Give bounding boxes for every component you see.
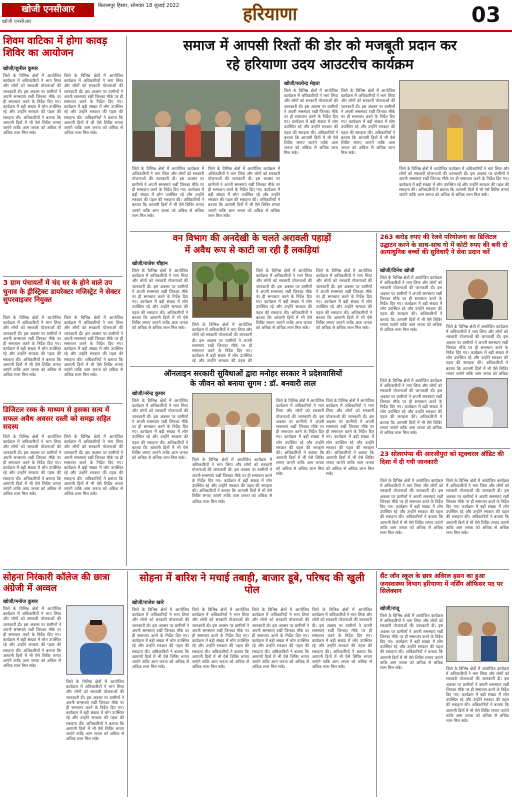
aravalli-body-3: जिले के विभिन्न क्षेत्रों में आयोजित कार्यक्रम में अधिकारियों ने भाग लिया और लोगों को सरकारी योजनाओं की जानकारी दी। इस अवसर पर ग्रामीणों ने अपनी समस्याएं रखीं जिनका मौके पर ही समाधान करने के निर्देश दिए गए। कार्यक्रम में बड़ी संख्या में लोग उपस्थित रहे और उन्होंने सरकार की पहल की सराहना की। अधिकारियों ने बताया कि आगामी दिनों में भी ऐसे शिविर लगाए जाएंगे ताकि आम जनता को अधिक से अधिक लाभ मिल सके।: [316, 268, 372, 331]
column-divider: [376, 571, 377, 797]
section-title: हरियाणा: [242, 4, 298, 25]
sohna-college-body-2: जिले के विभिन्न क्षेत्रों में आयोजित कार्यक्रम में अधिकारियों ने भाग लिया और लोगों को सरकारी योजनाओं की जानकारी दी। इस अवसर पर ग्रामीणों ने अपनी समस्याएं रखीं जिनका मौके पर ही समाधान करने के निर्देश दिए गए। कार्यक्रम में बड़ी संख्या में लोग उपस्थित रहे और उन्होंने सरकार की पहल की सराहना की। अधिकारियों ने बताया कि आगामी दिनों में भी ऐसे शिविर लगाए जाएंगे ताकि आम जनता को अधिक से अधिक लाभ मिल सके।: [66, 679, 124, 742]
sohna-college-headline: सोहना निरंकारी कॉलेज की छात्रा अंग्रेजी में अव्वल: [3, 573, 110, 594]
main-body-3: जिले के विभिन्न क्षेत्रों में आयोजित कार्यक्रम में अधिकारियों ने भाग लिया और लोगों को सरकारी योजनाओं की जानकारी दी। इस अवसर पर ग्रामीणों ने अपनी समस्याएं रखीं जिनका मौके पर ही समाधान करने के निर्देश दिए गए। कार्यक्रम में बड़ी संख्या में लोग उपस्थित रहे और उन्होंने सरकार की पहल की सराहना की। अधिकारियों ने बताया कि आगामी दिनों में भी ऐसे शिविर लगाए जाएंगे ताकि आम जनता को अधिक से अधिक लाभ मिल सके।: [132, 166, 204, 218]
saini-portrait-2: [446, 378, 508, 428]
sohna-rain-body-4: जिले के विभिन्न क्षेत्रों में आयोजित कार्यक्रम में अधिकारियों ने भाग लिया और लोगों को सरकारी योजनाओं की जानकारी दी। इस अवसर पर ग्रामीणों ने अपनी समस्याएं रखीं जिनका मौके पर ही समाधान करने के निर्देश दिए गए। कार्यक्रम में बड़ी संख्या में लोग उपस्थित रहे और उन्होंने सरकार की पहल की सराहना की। अधिकारियों ने बताया कि आगामी दिनों में भी ऐसे शिविर लगाए जाएंगे ताकि आम जनता को अधिक से अधिक लाभ मिल सके।: [312, 607, 372, 670]
online-photo: [192, 393, 272, 453]
sohna-rain-headline: सोहना में बारिश ने मचाई तबाही, बाजार डूबे, परिषद की खुली पोल: [139, 573, 365, 596]
divider: [3, 569, 509, 570]
sohna-college-byline: खोजी/मनोज कुमार: [3, 599, 38, 605]
main-right-photo: [399, 80, 509, 162]
column-divider: [376, 233, 377, 448]
solar-headline: 23 सोलरपंप्स की आरजीपुरा को स्ट्रक्चरल ऑडिट की दिशा में दी गयी जानकारी: [380, 451, 504, 466]
nursing-headline: सैंट जॉन स्कूल के छात्र अविरल हसन का हुआ जनस्वास्थ्य विभाग हरियाणा में नर्सिंग ऑफिसर पद पर सिलेक्शन: [380, 573, 503, 596]
divider: [3, 276, 123, 277]
nursing-body: जिले के विभिन्न क्षेत्रों में आयोजित कार्यक्रम में अधिकारियों ने भाग लिया और लोगों को सरकारी योजनाओं की जानकारी दी। इस अवसर पर ग्रामीणों ने अपनी समस्याएं रखीं जिनका मौके पर ही समाधान करने के निर्देश दिए गए। कार्यक्रम में बड़ी संख्या में लोग उपस्थित रहे और उन्होंने सरकार की पहल की सराहना की। अधिकारियों ने बताया कि आगामी दिनों में भी ऐसे शिविर लगाए जाएंगे ताकि आम जनता को अधिक से अधिक लाभ मिल सके।: [380, 613, 443, 671]
online-headline-line-1: ऑनलाइन सरकारी सुविधाओं द्वारा मनोहर सरकार ने प्रदेशवासियों: [163, 369, 343, 378]
saini-headline: 263 करोड़ रुपए की रेलवे परियोजना का डिजिटल उद्घाटन करने के साथ-साथ गो में कोटी रुपए की बनी दो अत्याधुनिक बच्चों की सुविधाएँ ने सेवा प्रदान करें: [380, 234, 508, 257]
sohna-rain-body-2: जिले के विभिन्न क्षेत्रों में आयोजित कार्यक्रम में अधिकारियों ने भाग लिया और लोगों को सरकारी योजनाओं की जानकारी दी। इस अवसर पर ग्रामीणों ने अपनी समस्याएं रखीं जिनका मौके पर ही समाधान करने के निर्देश दिए गए। कार्यक्रम में बड़ी संख्या में लोग उपस्थित रहे और उन्होंने सरकार की पहल की सराहना की। अधिकारियों ने बताया कि आगामी दिनों में भी ऐसे शिविर लगाए जाएंगे ताकि आम जनता को अधिक से अधिक लाभ मिल सके।: [192, 607, 249, 670]
main-headline-line-1: समाज में आपसी रिश्तों की डोर को मजबूती प्रदान कर: [183, 38, 457, 54]
online-body-2: जिले के विभिन्न क्षेत्रों में आयोजित कार्यक्रम में अधिकारियों ने भाग लिया और लोगों को सरकारी योजनाओं की जानकारी दी। इस अवसर पर ग्रामीणों ने अपनी समस्याएं रखीं जिनका मौके पर ही समाधान करने के निर्देश दिए गए। कार्यक्रम में बड़ी संख्या में लोग उपस्थित रहे और उन्होंने सरकार की पहल की सराहना की। अधिकारियों ने बताया कि आगामी दिनों में भी ऐसे शिविर लगाए जाएंगे ताकि आम जनता को अधिक से अधिक लाभ मिल सके।: [276, 398, 324, 476]
divider: [130, 366, 374, 367]
nursing-photo: [446, 606, 509, 662]
sohna-college-body: जिले के विभिन्न क्षेत्रों में आयोजित कार्यक्रम में अधिकारियों ने भाग लिया और लोगों को सरकारी योजनाओं की जानकारी दी। इस अवसर पर ग्रामीणों ने अपनी समस्याएं रखीं जिनका मौके पर ही समाधान करने के निर्देश दिए गए। कार्यक्रम में बड़ी संख्या में लोग उपस्थित रहे और उन्होंने सरकार की पहल की सराहना की। अधिकारियों ने बताया कि आगामी दिनों में भी ऐसे शिविर लगाए जाएंगे ताकि आम जनता को अधिक से अधिक लाभ मिल सके।: [3, 606, 61, 669]
digital-body: जिले के विभिन्न क्षेत्रों में आयोजित कार्यक्रम में अधिकारियों ने भाग लिया और लोगों को सरकारी योजनाओं की जानकारी दी। इस अवसर पर ग्रामीणों ने अपनी समस्याएं रखीं जिनका मौके पर ही समाधान करने के निर्देश दिए गए। कार्यक्रम में बड़ी संख्या में लोग उपस्थित रहे और उन्होंने सरकार की पहल की सराहना की। अधिकारियों ने बताया कि आगामी दिनों में भी ऐसे शिविर लगाए जाएंगे ताकि आम जनता को अधिक से अधिक लाभ मिल सके।: [3, 434, 61, 497]
saini-body-3: जिले के विभिन्न क्षेत्रों में आयोजित कार्यक्रम में अधिकारियों ने भाग लिया और लोगों को सरकारी योजनाओं की जानकारी दी। इस अवसर पर ग्रामीणों ने अपनी समस्याएं रखीं जिनका मौके पर ही समाधान करने के निर्देश दिए गए। कार्यक्रम में बड़ी संख्या में लोग उपस्थित रहे और उन्होंने सरकार की पहल की सराहना की। अधिकारियों ने बताया कि आगामी दिनों में भी ऐसे शिविर लगाए जाएंगे ताकि आम जनता को अधिक से अधिक लाभ मिल सके।: [380, 378, 442, 436]
aravalli-body-4: जिले के विभिन्न क्षेत्रों में आयोजित कार्यक्रम में अधिकारियों ने भाग लिया और लोगों को सरकारी योजनाओं की जानकारी दी। इस अवसर पर ग्रामीणों ने अपनी समस्याएं रखीं जिनका मौके पर ही समाधान करने के निर्देश दिए गए। कार्यक्रम में बड़ी संख्या में लोग उपस्थित रहे और उन्होंने सरकार की पहल की: [192, 322, 252, 363]
nursing-byline: खोजी/राजू: [380, 606, 400, 612]
panchayat-headline: 3 ग्राम पंचायतों में चंद घर के होने वाले उप चुनाव के ड्रीस्ट्रिक्ट डायरेक्टर मजिस्ट्रेट ने सेक्टर सुपरवाइजर नियुक्त: [3, 279, 121, 304]
online-body-4: जिले के विभिन्न क्षेत्रों में आयोजित कार्यक्रम में अधिकारियों ने भाग लिया और लोगों को सरकारी योजनाओं की जानकारी दी। इस अवसर पर ग्रामीणों ने अपनी समस्याएं रखीं जिनका मौके पर ही समाधान करने के निर्देश दिए गए। कार्यक्रम में बड़ी संख्या में लोग उपस्थित रहे और उन्होंने सरकार की पहल की सराहना की। अधिकारियों ने बताया कि आगामी दिनों में भी ऐसे शिविर लगाए जाएंगे ताकि आम जनता को अधिक से अधिक लाभ मिल सके।: [192, 457, 272, 504]
divider: [130, 231, 510, 232]
saini-body-2: जिले के विभिन्न क्षेत्रों में आयोजित कार्यक्रम में अधिकारियों ने भाग लिया और लोगों को सरकारी योजनाओं की जानकारी दी। इस अवसर पर ग्रामीणों ने अपनी समस्याएं रखीं जिनका मौके पर ही समाधान करने के निर्देश दिए गए। कार्यक्रम में बड़ी संख्या में लोग उपस्थित रहे और उन्होंने सरकार की पहल की सराहना की। अधिकारियों ने बताया कि आगामी दिनों में भी ऐसे शिविर लगाए जाएंगे ताकि आम जनता को अधिक: [446, 324, 508, 375]
aravalli-headline-line-2: में अवैध रूप से काटी जा रही हैं लकड़ियां: [184, 246, 320, 256]
saini-portrait-1: [446, 270, 508, 320]
kavad-byline: खोजी/सुनील कुमार: [3, 66, 38, 72]
edition-sub: खोजी एनसीआर: [2, 19, 32, 25]
aravalli-body-2: जिले के विभिन्न क्षेत्रों में आयोजित कार्यक्रम में अधिकारियों ने भाग लिया और लोगों को सरकारी योजनाओं की जानकारी दी। इस अवसर पर ग्रामीणों ने अपनी समस्याएं रखीं जिनका मौके पर ही समाधान करने के निर्देश दिए गए। कार्यक्रम में बड़ी संख्या में लोग उपस्थित रहे और उन्होंने सरकार की पहल की सराहना की। अधिकारियों ने बताया कि आगामी दिनों में भी ऐसे शिविर लगाए जाएंगे ताकि आम जनता को अधिक से अधिक लाभ मिल सके।: [256, 268, 312, 331]
online-body: जिले के विभिन्न क्षेत्रों में आयोजित कार्यक्रम में अधिकारियों ने भाग लिया और लोगों को सरकारी योजनाओं की जानकारी दी। इस अवसर पर ग्रामीणों ने अपनी समस्याएं रखीं जिनका मौके पर ही समाधान करने के निर्देश दिए गए। कार्यक्रम में बड़ी संख्या में लोग उपस्थित रहे और उन्होंने सरकार की पहल की सराहना की। अधिकारियों ने बताया कि आगामी दिनों में भी ऐसे शिविर लगाए जाएंगे ताकि आम जनता को अधिक से अधिक लाभ मिल सके।: [132, 398, 188, 461]
aravalli-photo: [192, 262, 252, 318]
kavad-body: जिले के विभिन्न क्षेत्रों में आयोजित कार्यक्रम में अधिकारियों ने भाग लिया और लोगों को सरकारी योजनाओं की जानकारी दी। इस अवसर पर ग्रामीणों ने अपनी समस्याएं रखीं जिनका मौके पर ही समाधान करने के निर्देश दिए गए। कार्यक्रम में बड़ी संख्या में लोग उपस्थित रहे और उन्होंने सरकार की पहल की सराहना की। अधिकारियों ने बताया कि आगामी दिनों में भी ऐसे शिविर लगाए जाएंगे ताकि आम जनता को अधिक से अधिक लाभ मिल सके।: [3, 73, 61, 136]
digital-body-2: जिले के विभिन्न क्षेत्रों में आयोजित कार्यक्रम में अधिकारियों ने भाग लिया और लोगों को सरकारी योजनाओं की जानकारी दी। इस अवसर पर ग्रामीणों ने अपनी समस्याएं रखीं जिनका मौके पर ही समाधान करने के निर्देश दिए गए। कार्यक्रम में बड़ी संख्या में लोग उपस्थित रहे और उन्होंने सरकार की पहल की सराहना की। अधिकारियों ने बताया कि आगामी दिनों में भी ऐसे शिविर लगाए जाएंगे ताकि आम जनता को अधिक से अधिक लाभ मिल सके।: [64, 434, 123, 497]
online-body-3: जिले के विभिन्न क्षेत्रों में आयोजित कार्यक्रम में अधिकारियों ने भाग लिया और लोगों को सरकारी योजनाओं की जानकारी दी। इस अवसर पर ग्रामीणों ने अपनी समस्याएं रखीं जिनका मौके पर ही समाधान करने के निर्देश दिए गए। कार्यक्रम में बड़ी संख्या में लोग उपस्थित रहे और उन्होंने सरकार की पहल की सराहना की। अधिकारियों ने बताया कि आगामी दिनों में भी ऐसे शिविर लगाए जाएंगे ताकि आम जनता को अधिक से अधिक लाभ मिल सके।: [326, 398, 374, 476]
panchayat-body-2: जिले के विभिन्न क्षेत्रों में आयोजित कार्यक्रम में अधिकारियों ने भाग लिया और लोगों को सरकारी योजनाओं की जानकारी दी। इस अवसर पर ग्रामीणों ने अपनी समस्याएं रखीं जिनका मौके पर ही समाधान करने के निर्देश दिए गए। कार्यक्रम में बड़ी संख्या में लोग उपस्थित रहे और उन्होंने सरकार की पहल की सराहना की। अधिकारियों ने बताया कि आगामी दिनों में भी ऐसे शिविर लगाए जाएंगे ताकि आम जनता को अधिक से अधिक लाभ मिल सके।: [64, 315, 123, 378]
main-body-5: जिले के विभिन्न क्षेत्रों में आयोजित कार्यक्रम में अधिकारियों ने भाग लिया और लोगों को सरकारी योजनाओं की जानकारी दी। इस अवसर पर ग्रामीणों ने अपनी समस्याएं रखीं जिनका मौके पर ही समाधान करने के निर्देश दिए गए। कार्यक्रम में बड़ी संख्या में लोग उपस्थित रहे और उन्होंने सरकार की पहल की सराहना की। अधिकारियों ने बताया कि आगामी दिनों में भी ऐसे शिविर लगाए जाएंगे ताकि आम जनता को अधिक से अधिक लाभ मिल सके।: [399, 166, 509, 198]
main-body: जिले के विभिन्न क्षेत्रों में आयोजित कार्यक्रम में अधिकारियों ने भाग लिया और लोगों को सरकारी योजनाओं की जानकारी दी। इस अवसर पर ग्रामीणों ने अपनी समस्याएं रखीं जिनका मौके पर ही समाधान करने के निर्देश दिए गए। कार्यक्रम में बड़ी संख्या में लोग उपस्थित रहे और उन्होंने सरकार की पहल की सराहना की। अधिकारियों ने बताया कि आगामी दिनों में भी ऐसे शिविर लगाए जाएंगे ताकि आम जनता को अधिक से अधिक लाभ मिल सके।: [284, 88, 338, 156]
main-headline-line-2: रहे हरियाणा उदय आउटरीच कार्यक्रम: [226, 57, 414, 73]
aravalli-headline-line-1: वन विभाग की अनदेखी के चलते अरावली पहाड़ों: [172, 234, 332, 244]
page-number: 03: [471, 3, 501, 27]
main-body-2: जिले के विभिन्न क्षेत्रों में आयोजित कार्यक्रम में अधिकारियों ने भाग लिया और लोगों को सरकारी योजनाओं की जानकारी दी। इस अवसर पर ग्रामीणों ने अपनी समस्याएं रखीं जिनका मौके पर ही समाधान करने के निर्देश दिए गए। कार्यक्रम में बड़ी संख्या में लोग उपस्थित रहे और उन्होंने सरकार की पहल की सराहना की। अधिकारियों ने बताया कि आगामी दिनों में भी ऐसे शिविर लगाए जाएंगे ताकि आम जनता को अधिक से अधिक लाभ मिल सके।: [341, 88, 395, 156]
aravalli-body: जिले के विभिन्न क्षेत्रों में आयोजित कार्यक्रम में अधिकारियों ने भाग लिया और लोगों को सरकारी योजनाओं की जानकारी दी। इस अवसर पर ग्रामीणों ने अपनी समस्याएं रखीं जिनका मौके पर ही समाधान करने के निर्देश दिए गए। कार्यक्रम में बड़ी संख्या में लोग उपस्थित रहे और उन्होंने सरकार की पहल की सराहना की। अधिकारियों ने बताया कि आगामी दिनों में भी ऐसे शिविर लगाए जाएंगे ताकि आम जनता को अधिक से अधिक लाभ मिल सके।: [132, 268, 188, 331]
sohna-rain-body-3: जिले के विभिन्न क्षेत्रों में आयोजित कार्यक्रम में अधिकारियों ने भाग लिया और लोगों को सरकारी योजनाओं की जानकारी दी। इस अवसर पर ग्रामीणों ने अपनी समस्याएं रखीं जिनका मौके पर ही समाधान करने के निर्देश दिए गए। कार्यक्रम में बड़ी संख्या में लोग उपस्थित रहे और उन्होंने सरकार की पहल की सराहना की। अधिकारियों ने बताया कि आगामी दिनों में भी ऐसे शिविर लगाए जाएंगे ताकि आम जनता को अधिक से अधिक लाभ मिल सके।: [252, 607, 309, 670]
newspaper-logo: खोजी एनसीआर: [2, 3, 94, 17]
digital-headline: डिजिटल रस्क के माध्यम से इसका सत्य में सफल अवैध अवसर दस्ती को समझ सहित सदस्य: [3, 406, 111, 431]
divider: [378, 448, 510, 449]
saini-byline: खोजी/दिनेश खोजी: [380, 268, 415, 274]
main-body-4: जिले के विभिन्न क्षेत्रों में आयोजित कार्यक्रम में अधिकारियों ने भाग लिया और लोगों को सरकारी योजनाओं की जानकारी दी। इस अवसर पर ग्रामीणों ने अपनी समस्याएं रखीं जिनका मौके पर ही समाधान करने के निर्देश दिए गए। कार्यक्रम में बड़ी संख्या में लोग उपस्थित रहे और उन्होंने सरकार की पहल की सराहना की। अधिकारियों ने बताया कि आगामी दिनों में भी ऐसे शिविर लगाए जाएंगे ताकि आम जनता को अधिक से अधिक लाभ मिल सके।: [208, 166, 280, 218]
solar-body-2: जिले के विभिन्न क्षेत्रों में आयोजित कार्यक्रम में अधिकारियों ने भाग लिया और लोगों को सरकारी योजनाओं की जानकारी दी। इस अवसर पर ग्रामीणों ने अपनी समस्याएं रखीं जिनका मौके पर ही समाधान करने के निर्देश दिए गए। कार्यक्रम में बड़ी संख्या में लोग उपस्थित रहे और उन्होंने सरकार की पहल की सराहना की। अधिकारियों ने बताया कि आगामी दिनों में भी ऐसे शिविर लगाए जाएंगे ताकि आम जनता को अधिक से अधिक लाभ मिल सके।: [446, 478, 509, 536]
masthead: [0, 0, 512, 32]
panchayat-body: जिले के विभिन्न क्षेत्रों में आयोजित कार्यक्रम में अधिकारियों ने भाग लिया और लोगों को सरकारी योजनाओं की जानकारी दी। इस अवसर पर ग्रामीणों ने अपनी समस्याएं रखीं जिनका मौके पर ही समाधान करने के निर्देश दिए गए। कार्यक्रम में बड़ी संख्या में लोग उपस्थित रहे और उन्होंने सरकार की पहल की सराहना की। अधिकारियों ने बताया कि आगामी दिनों में भी ऐसे शिविर लगाए जाएंगे ताकि आम जनता को अधिक से अधिक लाभ मिल सके।: [3, 315, 61, 378]
sohna-rain-byline: खोजी/राजेश खारे: [132, 600, 164, 606]
edition-date: बिलासपुर हिसार, सोमवार 18 जुलाई 2022: [98, 3, 180, 9]
solar-body: जिले के विभिन्न क्षेत्रों में आयोजित कार्यक्रम में अधिकारियों ने भाग लिया और लोगों को सरकारी योजनाओं की जानकारी दी। इस अवसर पर ग्रामीणों ने अपनी समस्याएं रखीं जिनका मौके पर ही समाधान करने के निर्देश दिए गए। कार्यक्रम में बड़ी संख्या में लोग उपस्थित रहे और उन्होंने सरकार की पहल की सराहना की। अधिकारियों ने बताया कि आगामी दिनों में भी ऐसे शिविर लगाए जाएंगे ताकि आम जनता को अधिक से अधिक लाभ मिल सके।: [380, 478, 443, 536]
online-headline-line-2: के जीवन को बनाया सुगम : डॉ. बनवारी लाल: [190, 379, 316, 388]
nursing-body-2: जिले के विभिन्न क्षेत्रों में आयोजित कार्यक्रम में अधिकारियों ने भाग लिया और लोगों को सरकारी योजनाओं की जानकारी दी। इस अवसर पर ग्रामीणों ने अपनी समस्याएं रखीं जिनका मौके पर ही समाधान करने के निर्देश दिए गए। कार्यक्रम में बड़ी संख्या में लोग उपस्थित रहे और उन्होंने सरकार की पहल की सराहना की। अधिकारियों ने बताया कि आगामी दिनों में भी ऐसे शिविर लगाए जाएंगे ताकि आम जनता को अधिक से अधिक लाभ मिल सके।: [446, 666, 509, 724]
saini-body: जिले के विभिन्न क्षेत्रों में आयोजित कार्यक्रम में अधिकारियों ने भाग लिया और लोगों को सरकारी योजनाओं की जानकारी दी। इस अवसर पर ग्रामीणों ने अपनी समस्याएं रखीं जिनका मौके पर ही समाधान करने के निर्देश दिए गए। कार्यक्रम में बड़ी संख्या में लोग उपस्थित रहे और उन्होंने सरकार की पहल की सराहना की। अधिकारियों ने बताया कि आगामी दिनों में भी ऐसे शिविर लगाए जाएंगे ताकि आम जनता को अधिक से अधिक लाभ मिल सके।: [380, 275, 442, 333]
kavad-body-2: जिले के विभिन्न क्षेत्रों में आयोजित कार्यक्रम में अधिकारियों ने भाग लिया और लोगों को सरकारी योजनाओं की जानकारी दी। इस अवसर पर ग्रामीणों ने अपनी समस्याएं रखीं जिनका मौके पर ही समाधान करने के निर्देश दिए गए। कार्यक्रम में बड़ी संख्या में लोग उपस्थित रहे और उन्होंने सरकार की पहल की सराहना की। अधिकारियों ने बताया कि आगामी दिनों में भी ऐसे शिविर लगाए जाएंगे ताकि आम जनता को अधिक से अधिक लाभ मिल सके।: [64, 73, 123, 136]
main-byline: खोजी/सत्येन्द्र मेहता: [284, 81, 320, 87]
kavad-headline: शिवम वाटिका में होगा कावड़ शिविर का आयोजन: [3, 36, 108, 59]
main-left-photo: [132, 80, 280, 162]
student-photo: [66, 605, 124, 675]
column-divider: [126, 36, 127, 566]
sohna-rain-body: जिले के विभिन्न क्षेत्रों में आयोजित कार्यक्रम में अधिकारियों ने भाग लिया और लोगों को सरकारी योजनाओं की जानकारी दी। इस अवसर पर ग्रामीणों ने अपनी समस्याएं रखीं जिनका मौके पर ही समाधान करने के निर्देश दिए गए। कार्यक्रम में बड़ी संख्या में लोग उपस्थित रहे और उन्होंने सरकार की पहल की सराहना की। अधिकारियों ने बताया कि आगामी दिनों में भी ऐसे शिविर लगाए जाएंगे ताकि आम जनता को अधिक से अधिक लाभ मिल सके।: [132, 607, 189, 670]
online-byline: खोजी/नरेन्द्र कुमार: [132, 391, 166, 397]
aravalli-byline: खोजी/राजेश चौहान: [132, 261, 168, 267]
divider: [3, 403, 123, 404]
column-divider: [127, 571, 128, 797]
